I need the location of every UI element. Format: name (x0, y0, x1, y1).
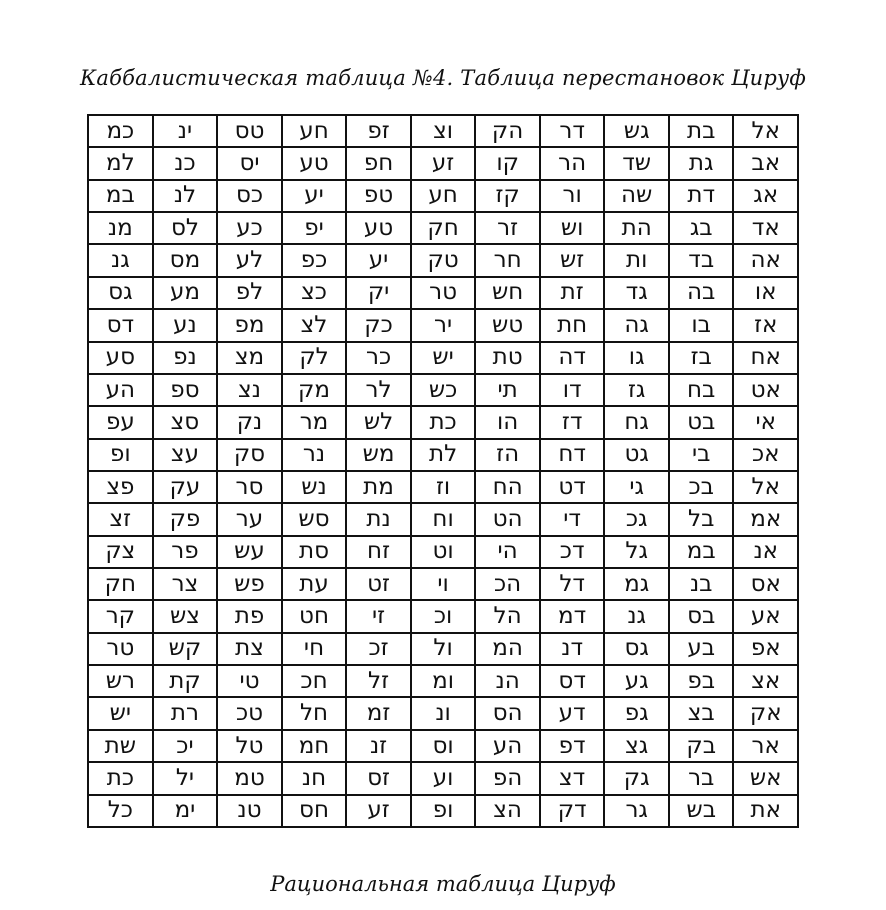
table-cell: ער (217, 503, 282, 535)
table-cell: אק (733, 697, 798, 729)
table-cell: לת (411, 439, 476, 471)
table-cell: בז (669, 342, 734, 374)
table-cell: פר (153, 536, 218, 568)
table-cell: למ (88, 147, 153, 179)
table-cell: הו (475, 406, 540, 438)
table-row (88, 730, 798, 762)
table-cell: דל (540, 568, 605, 600)
table-cell: שה (604, 180, 669, 212)
table-cell: ות (604, 244, 669, 276)
table-row (88, 600, 798, 632)
table-cell: דח (540, 439, 605, 471)
table-cell: חת (540, 309, 605, 341)
table-cell: אש (733, 762, 798, 794)
table-cell: לק (282, 342, 347, 374)
table-cell: חש (475, 277, 540, 309)
table-cell: נת (346, 503, 411, 535)
table-cell: גש (604, 115, 669, 147)
table-cell: פת (217, 600, 282, 632)
table-row (88, 665, 798, 697)
table-cell: טל (217, 730, 282, 762)
table-cell: הר (540, 147, 605, 179)
table-cell: הי (475, 536, 540, 568)
table-cell: כע (217, 212, 282, 244)
table-cell: דצ (540, 762, 605, 794)
table-row (88, 374, 798, 406)
table-cell: וצ (411, 115, 476, 147)
table-row (88, 795, 798, 827)
table-cell: וס (411, 730, 476, 762)
table-cell: גק (604, 762, 669, 794)
table-cell: מת (346, 471, 411, 503)
table-cell: מר (282, 406, 347, 438)
table-cell: במ (88, 180, 153, 212)
table-cell: הס (475, 697, 540, 729)
table-cell: רת (153, 697, 218, 729)
tziruf-table-body (88, 115, 798, 827)
table-cell: מע (153, 277, 218, 309)
table-cell: בח (669, 374, 734, 406)
table-cell: זר (475, 212, 540, 244)
table-cell: טע (282, 147, 347, 179)
table-cell: גס (604, 633, 669, 665)
table-cell: הת (604, 212, 669, 244)
table-cell: דס (88, 309, 153, 341)
table-cell: כמ (88, 115, 153, 147)
table-cell: גע (604, 665, 669, 697)
table-cell: בי (669, 439, 734, 471)
table-cell: זכ (346, 633, 411, 665)
table-cell: וי (411, 568, 476, 600)
table-cell: זל (346, 665, 411, 697)
table-cell: טנ (217, 795, 282, 827)
table-row (88, 212, 798, 244)
table-cell: קת (153, 665, 218, 697)
table-cell: ופ (88, 439, 153, 471)
table-cell: וע (411, 762, 476, 794)
page-title: Каббалистическая таблица №4. Таблица перестановок Цируф (79, 66, 807, 90)
table-cell: גנ (88, 244, 153, 276)
table-cell: גפ (604, 697, 669, 729)
table-cell: מפ (217, 309, 282, 341)
table-cell: וט (411, 536, 476, 568)
table-row (88, 697, 798, 729)
table-cell: צת (217, 633, 282, 665)
table-cell: זע (411, 147, 476, 179)
table-cell: אז (733, 309, 798, 341)
table-cell: יש (88, 697, 153, 729)
table-cell: ומ (411, 665, 476, 697)
table-cell: דט (540, 471, 605, 503)
table-cell: בט (669, 406, 734, 438)
table-cell: פש (217, 568, 282, 600)
table-row (88, 406, 798, 438)
table-cell: דמ (540, 600, 605, 632)
table-cell: כת (88, 762, 153, 794)
table-cell: רש (88, 665, 153, 697)
table-cell: הנ (475, 665, 540, 697)
page-caption: Рациональная таблица Цируф (270, 872, 616, 896)
table-cell: לצ (282, 309, 347, 341)
table-cell: בד (669, 244, 734, 276)
table-cell: נע (153, 309, 218, 341)
table-cell: בה (669, 277, 734, 309)
table-cell: עצ (153, 439, 218, 471)
table-cell: זנ (346, 730, 411, 762)
table-cell: וכ (411, 600, 476, 632)
table-cell: כנ (153, 147, 218, 179)
table-cell: הט (475, 503, 540, 535)
table-cell: צש (153, 600, 218, 632)
table-cell: בפ (669, 665, 734, 697)
table-cell: אי (733, 406, 798, 438)
table-cell: גו (604, 342, 669, 374)
table-cell: זע (346, 795, 411, 827)
table-cell: דר (540, 115, 605, 147)
table-cell: חע (282, 115, 347, 147)
table-cell: בו (669, 309, 734, 341)
table-cell: טפ (346, 180, 411, 212)
table-cell: נפ (153, 342, 218, 374)
table-cell: גת (669, 147, 734, 179)
table-cell: אר (733, 730, 798, 762)
table-cell: אכ (733, 439, 798, 471)
table-cell: את (733, 795, 798, 827)
table-cell: בס (669, 600, 734, 632)
table-cell: סק (217, 439, 282, 471)
table-cell: מש (346, 439, 411, 471)
table-cell: טת (475, 342, 540, 374)
table-cell: בצ (669, 697, 734, 729)
table-cell: יכ (153, 730, 218, 762)
table-cell: גס (88, 277, 153, 309)
table-cell: הצ (475, 795, 540, 827)
table-cell: זס (346, 762, 411, 794)
table-cell: המ (475, 633, 540, 665)
table-cell: אל (733, 115, 798, 147)
table-cell: אפ (733, 633, 798, 665)
tziruf-table-container (87, 114, 799, 828)
table-cell: כק (346, 309, 411, 341)
table-cell: גה (604, 309, 669, 341)
table-cell: לס (153, 212, 218, 244)
table-cell: יפ (282, 212, 347, 244)
table-cell: חק (411, 212, 476, 244)
table-cell: כפ (282, 244, 347, 276)
table-cell: נק (217, 406, 282, 438)
table-cell: ונ (411, 697, 476, 729)
table-cell: הל (475, 600, 540, 632)
tziruf-table (87, 114, 799, 828)
table-cell: דע (540, 697, 605, 729)
table-cell: ופ (411, 795, 476, 827)
table-cell: וח (411, 503, 476, 535)
table-cell: צק (88, 536, 153, 568)
table-cell: נצ (217, 374, 282, 406)
table-cell: טי (217, 665, 282, 697)
table-cell: יל (153, 762, 218, 794)
table-cell: במ (669, 536, 734, 568)
table-cell: לש (346, 406, 411, 438)
table-cell: חכ (282, 665, 347, 697)
table-cell: חע (411, 180, 476, 212)
table-cell: כל (88, 795, 153, 827)
table-cell: דז (540, 406, 605, 438)
table-cell: גד (604, 277, 669, 309)
table-cell: יע (282, 180, 347, 212)
table-cell: חל (282, 697, 347, 729)
table-cell: יע (346, 244, 411, 276)
table-cell: עש (217, 536, 282, 568)
table-cell: חר (475, 244, 540, 276)
table-row (88, 342, 798, 374)
table-cell: בת (669, 115, 734, 147)
table-cell: סע (88, 342, 153, 374)
table-cell: יק (346, 277, 411, 309)
table-cell: זש (540, 244, 605, 276)
table-cell: טש (475, 309, 540, 341)
table-cell: הע (88, 374, 153, 406)
table-cell: אצ (733, 665, 798, 697)
table-cell: טכ (217, 697, 282, 729)
table-cell: גי (604, 471, 669, 503)
table-cell: בל (669, 503, 734, 535)
table-cell: דס (540, 665, 605, 697)
table-cell: דו (540, 374, 605, 406)
table-cell: עק (153, 471, 218, 503)
table-row (88, 309, 798, 341)
table-cell: גכ (604, 503, 669, 535)
table-cell: שת (88, 730, 153, 762)
table-cell: ור (540, 180, 605, 212)
table-cell: קר (88, 600, 153, 632)
table-cell: חנ (282, 762, 347, 794)
table-cell: כר (346, 342, 411, 374)
table-cell: גצ (604, 730, 669, 762)
table-cell: יס (217, 147, 282, 179)
table-cell: אט (733, 374, 798, 406)
table-row (88, 115, 798, 147)
table-cell: דפ (540, 730, 605, 762)
table-cell: נר (282, 439, 347, 471)
table-cell: בר (669, 762, 734, 794)
table-cell: זי (346, 600, 411, 632)
table-cell: דק (540, 795, 605, 827)
table-cell: כצ (282, 277, 347, 309)
table-cell: טר (88, 633, 153, 665)
table-cell: הק (475, 115, 540, 147)
table-cell: נש (282, 471, 347, 503)
table-row (88, 471, 798, 503)
table-cell: דכ (540, 536, 605, 568)
table-cell: טק (411, 244, 476, 276)
table-cell: זח (346, 536, 411, 568)
table-cell: ינ (153, 115, 218, 147)
table-cell: גט (604, 439, 669, 471)
table-row (88, 147, 798, 179)
table-cell: מק (282, 374, 347, 406)
table-cell: חס (282, 795, 347, 827)
table-cell: בש (669, 795, 734, 827)
table-cell: לע (217, 244, 282, 276)
table-cell: אל (733, 471, 798, 503)
table-cell: לנ (153, 180, 218, 212)
table-cell: גנ (604, 600, 669, 632)
table-cell: קש (153, 633, 218, 665)
table-cell: הפ (475, 762, 540, 794)
table-row (88, 568, 798, 600)
table-row (88, 244, 798, 276)
table-cell: טס (217, 115, 282, 147)
table-cell: בנ (669, 568, 734, 600)
table-row (88, 536, 798, 568)
table-cell: זצ (88, 503, 153, 535)
table-row (88, 439, 798, 471)
table-cell: סצ (153, 406, 218, 438)
table-cell: טר (411, 277, 476, 309)
table-cell: טמ (217, 762, 282, 794)
table-cell: סש (282, 503, 347, 535)
table-cell: מס (153, 244, 218, 276)
table-cell: חי (282, 633, 347, 665)
table-cell: דנ (540, 633, 605, 665)
table-cell: בג (669, 212, 734, 244)
table-cell: טע (346, 212, 411, 244)
table-row (88, 180, 798, 212)
table-cell: בק (669, 730, 734, 762)
table-cell: קז (475, 180, 540, 212)
table-cell: גל (604, 536, 669, 568)
table-cell: הח (475, 471, 540, 503)
table-cell: זט (346, 568, 411, 600)
table-cell: זמ (346, 697, 411, 729)
table-cell: לר (346, 374, 411, 406)
table-cell: לפ (217, 277, 282, 309)
table-cell: אד (733, 212, 798, 244)
table-cell: אס (733, 568, 798, 600)
table-cell: חט (282, 600, 347, 632)
table-cell: כת (411, 406, 476, 438)
table-cell: אב (733, 147, 798, 179)
table-cell: או (733, 277, 798, 309)
table-cell: זת (540, 277, 605, 309)
table-cell: בע (669, 633, 734, 665)
table-cell: עת (282, 568, 347, 600)
table-cell: יר (411, 309, 476, 341)
table-cell: הז (475, 439, 540, 471)
table-cell: קו (475, 147, 540, 179)
table-cell: חפ (346, 147, 411, 179)
table-row (88, 633, 798, 665)
table-cell: הע (475, 730, 540, 762)
table-cell: גר (604, 795, 669, 827)
table-cell: פצ (88, 471, 153, 503)
table-cell: אמ (733, 503, 798, 535)
table-cell: פק (153, 503, 218, 535)
table-row (88, 762, 798, 794)
table-cell: דה (540, 342, 605, 374)
table-cell: תי (475, 374, 540, 406)
table-cell: חמ (282, 730, 347, 762)
table-cell: ימ (153, 795, 218, 827)
table-cell: אח (733, 342, 798, 374)
table-cell: מנ (88, 212, 153, 244)
table-cell: דת (669, 180, 734, 212)
table-cell: זפ (346, 115, 411, 147)
table-row (88, 277, 798, 309)
table-cell: יש (411, 342, 476, 374)
table-cell: כש (411, 374, 476, 406)
table-cell: בכ (669, 471, 734, 503)
table-cell: חק (88, 568, 153, 600)
table-cell: גז (604, 374, 669, 406)
table-cell: די (540, 503, 605, 535)
table-cell: צר (153, 568, 218, 600)
table-cell: שד (604, 147, 669, 179)
table-cell: כס (217, 180, 282, 212)
table-cell: גח (604, 406, 669, 438)
table-cell: אג (733, 180, 798, 212)
table-cell: וש (540, 212, 605, 244)
table-cell: סר (217, 471, 282, 503)
table-cell: אנ (733, 536, 798, 568)
table-cell: אה (733, 244, 798, 276)
table-cell: הכ (475, 568, 540, 600)
table-cell: עפ (88, 406, 153, 438)
table-row (88, 503, 798, 535)
table-cell: מצ (217, 342, 282, 374)
table-cell: ספ (153, 374, 218, 406)
table-cell: אע (733, 600, 798, 632)
table-cell: סת (282, 536, 347, 568)
table-cell: ול (411, 633, 476, 665)
table-cell: גמ (604, 568, 669, 600)
table-cell: וז (411, 471, 476, 503)
